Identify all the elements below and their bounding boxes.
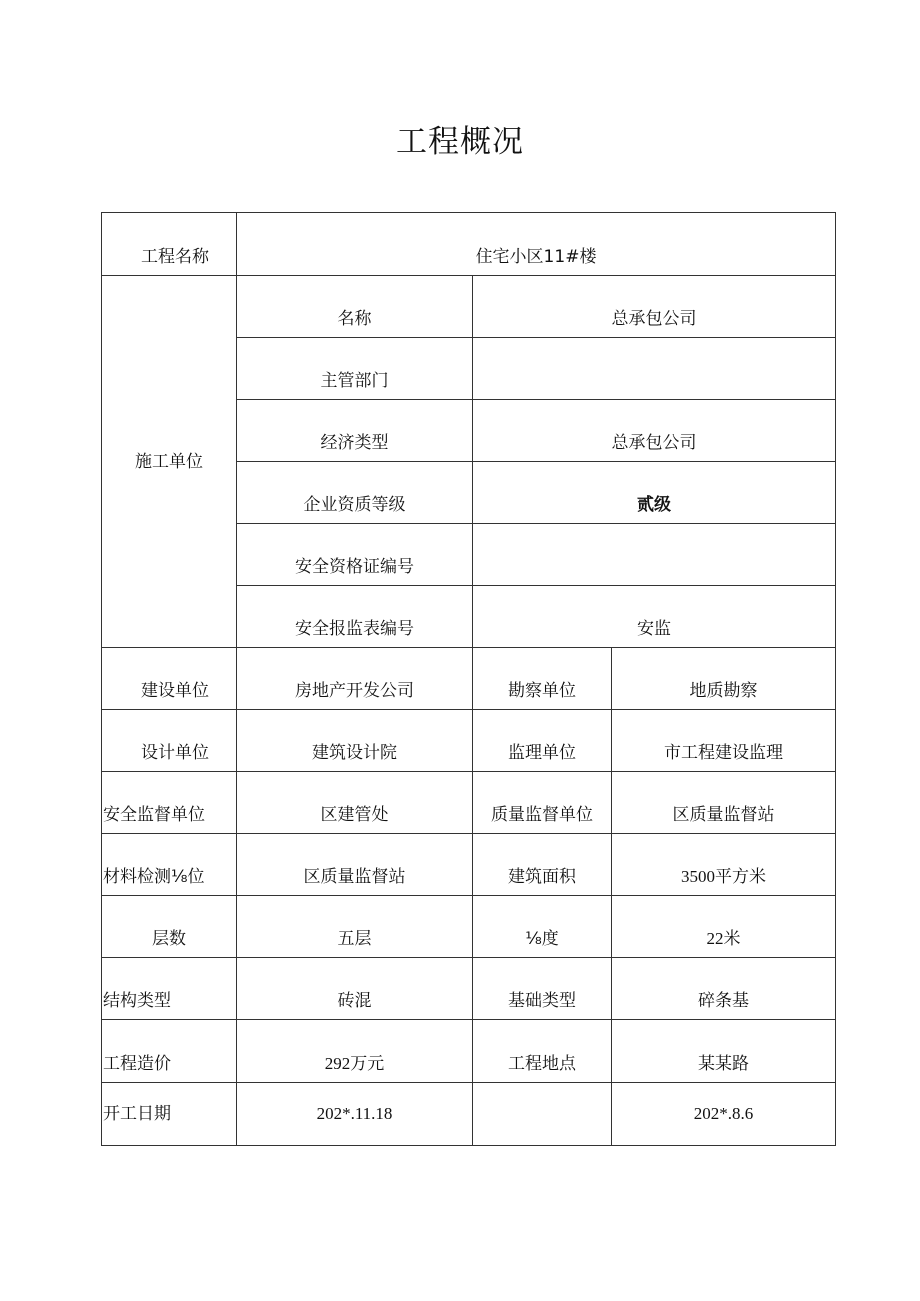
contractor-field-value: 总承包公司 [473, 400, 836, 462]
row-value: 房地产开发公司 [237, 648, 473, 710]
table-row-project-name [102, 213, 836, 276]
table-row [102, 834, 836, 896]
contractor-field-value [473, 338, 836, 400]
project-name-value: 住宅小区11#楼 [237, 213, 836, 276]
row-value: 市工程建设监理 [612, 710, 836, 772]
row-value: 某某路 [612, 1020, 836, 1083]
row-label: 建设单位 [102, 648, 237, 710]
contractor-field-label: 经济类型 [237, 400, 473, 462]
contractor-field-label: 安全资格证编号 [237, 524, 473, 586]
row-label: 材料检测⅛位 [102, 834, 237, 896]
row-value: 碎条基 [612, 958, 836, 1020]
table-row [102, 896, 836, 958]
table-row [102, 958, 836, 1020]
row-label: 设计单位 [102, 710, 237, 772]
row-value: 3500平方米 [612, 834, 836, 896]
contractor-field-value: 总承包公司 [473, 276, 836, 338]
table-row [102, 772, 836, 834]
row-value: 区建管处 [237, 772, 473, 834]
project-overview-table [101, 212, 836, 1146]
row-label: 结构类型 [102, 958, 237, 1020]
row-label: ⅛度 [473, 896, 612, 958]
row-label: 安全监督单位 [102, 772, 237, 834]
contractor-label: 施工单位 [102, 276, 237, 648]
contractor-field-label: 安全报监表编号 [237, 586, 473, 648]
contractor-field-value: 安监 [473, 586, 836, 648]
row-value: 五层 [237, 896, 473, 958]
row-value: 区质量监督站 [237, 834, 473, 896]
row-label [473, 1083, 612, 1146]
contractor-field-label: 主管部门 [237, 338, 473, 400]
table-row [102, 710, 836, 772]
row-label: 工程造价 [102, 1020, 237, 1083]
row-label: 勘察单位 [473, 648, 612, 710]
contractor-field-value [473, 524, 836, 586]
row-label: 质量监督单位 [473, 772, 612, 834]
row-label: 层数 [102, 896, 237, 958]
project-name-label: 工程名称 [102, 213, 237, 276]
row-value: 建筑设计院 [237, 710, 473, 772]
row-value: 地质勘察 [612, 648, 836, 710]
row-label: 工程地点 [473, 1020, 612, 1083]
contractor-field-value: 贰级 [473, 462, 836, 524]
row-value: 292万元 [237, 1020, 473, 1083]
contractor-field-label: 名称 [237, 276, 473, 338]
table-row [102, 1020, 836, 1083]
row-label: 开工日期 [102, 1083, 237, 1146]
row-label: 基础类型 [473, 958, 612, 1020]
row-label: 建筑面积 [473, 834, 612, 896]
table-row-contractor [102, 276, 836, 338]
row-label: 监理单位 [473, 710, 612, 772]
table-row [102, 648, 836, 710]
table-row [102, 1083, 836, 1146]
row-value: 202*.8.6 [612, 1083, 836, 1146]
page-title: 工程概况 [396, 124, 524, 160]
row-value: 22米 [612, 896, 836, 958]
row-value: 区质量监督站 [612, 772, 836, 834]
row-value: 砖混 [237, 958, 473, 1020]
contractor-field-label: 企业资质等级 [237, 462, 473, 524]
row-value: 202*.11.18 [237, 1083, 473, 1146]
